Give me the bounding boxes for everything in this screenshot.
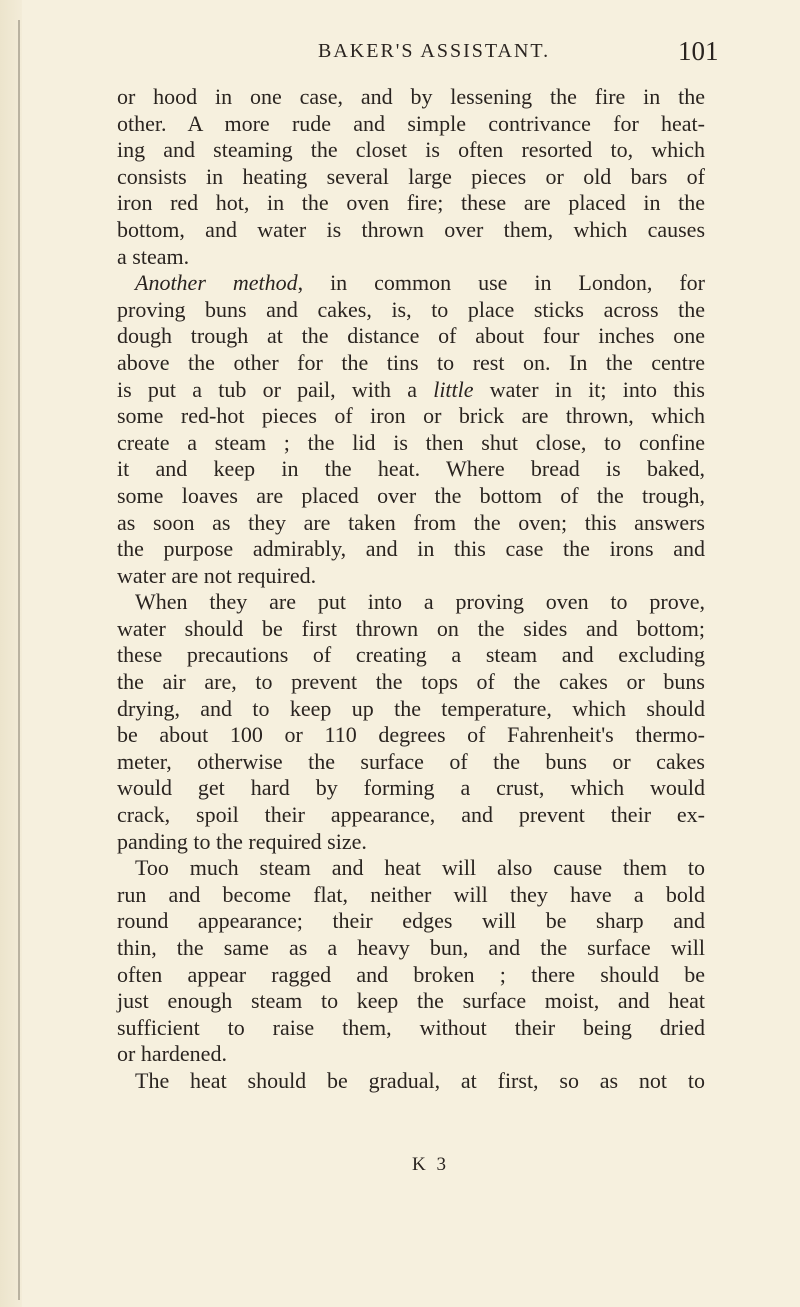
text-segment: run and become flat, neither will they have a bold bbox=[117, 881, 705, 907]
body-text bbox=[117, 84, 705, 1095]
text-segment: consists in heating several large pieces or old bars of bbox=[117, 163, 705, 189]
text-line bbox=[117, 164, 705, 191]
text-line bbox=[117, 456, 705, 483]
running-head bbox=[0, 36, 800, 76]
text-line bbox=[117, 111, 705, 138]
text-line bbox=[117, 616, 705, 643]
text-segment: drying, and to keep up the temperature, which should bbox=[117, 695, 705, 721]
text-line bbox=[117, 1068, 705, 1095]
text-segment: the air are, to prevent the tops of the cakes or buns bbox=[117, 669, 705, 695]
text-segment: water are not required. bbox=[117, 562, 317, 588]
text-segment: , in common use in London, for bbox=[297, 270, 705, 296]
text-line bbox=[117, 510, 705, 537]
text-line bbox=[117, 137, 705, 164]
text-segment: proving buns and cakes, is, to place sticks across the bbox=[117, 296, 705, 322]
text-segment: or hardened. bbox=[117, 1041, 227, 1067]
text-segment: would get hard by forming a crust, which would bbox=[117, 775, 705, 801]
text-line bbox=[117, 323, 705, 350]
text-line bbox=[117, 377, 705, 404]
text-segment: it and keep in the heat. Where bread is baked, bbox=[117, 456, 705, 482]
text-line bbox=[117, 190, 705, 217]
text-line bbox=[117, 775, 705, 802]
text-segment: thin, the same as a heavy bun, and the surface will bbox=[117, 935, 705, 960]
text-segment: often appear ragged and broken ; there should be bbox=[117, 961, 705, 987]
text-segment: sufficient to raise them, without their being dried bbox=[117, 1014, 705, 1040]
italic-text: little bbox=[433, 376, 474, 402]
text-line bbox=[117, 84, 705, 111]
text-segment: crack, spoil their appearance, and prevent their ex- bbox=[117, 802, 705, 828]
text-segment: panding to the required size. bbox=[117, 828, 367, 854]
text-segment: just enough steam to keep the surface moist, and heat bbox=[117, 988, 705, 1014]
text-segment: the purpose admirably, and in this case the irons and bbox=[117, 536, 705, 562]
page-gutter bbox=[0, 0, 22, 1307]
text-line bbox=[117, 589, 705, 616]
text-segment: or hood in one case, and by lessening the fire in the bbox=[117, 84, 705, 109]
text-segment: create a steam ; the lid is then shut close, to confine bbox=[117, 429, 705, 455]
text-segment: water in it; into this bbox=[473, 376, 705, 402]
text-segment: Too much steam and heat will also cause them to bbox=[135, 855, 705, 881]
text-segment: meter, otherwise the surface of the buns or cakes bbox=[117, 748, 705, 774]
text-segment: as soon as they are taken from the oven; this answers bbox=[117, 509, 705, 535]
text-segment: these precautions of creating a steam and excluding bbox=[117, 642, 705, 668]
text-line bbox=[117, 350, 705, 377]
gutter-line bbox=[18, 20, 20, 1300]
text-line bbox=[117, 642, 705, 669]
text-line bbox=[117, 988, 705, 1015]
text-segment: other. A more rude and simple contrivance for heat- bbox=[117, 110, 705, 136]
text-line bbox=[117, 297, 705, 324]
text-line bbox=[117, 749, 705, 776]
text-line bbox=[117, 483, 705, 510]
text-line bbox=[117, 217, 705, 244]
italic-text: Another method bbox=[135, 270, 298, 296]
running-title: BAKER'S ASSISTANT. bbox=[318, 40, 551, 62]
text-line bbox=[117, 855, 705, 882]
text-line bbox=[117, 696, 705, 723]
text-segment: ing and steaming the closet is often resorted to, which bbox=[117, 137, 705, 163]
text-line bbox=[117, 430, 705, 457]
text-segment: be about 100 or 110 degrees of Fahrenheit's thermo- bbox=[117, 722, 705, 748]
text-line bbox=[117, 270, 705, 297]
text-line bbox=[117, 1015, 705, 1042]
text-segment: is put a tub or pail, with a bbox=[117, 376, 434, 402]
text-segment: a steam. bbox=[117, 243, 190, 269]
text-line bbox=[117, 403, 705, 430]
text-segment: bottom, and water is thrown over them, which causes bbox=[117, 216, 705, 242]
text-segment: water should be first thrown on the sides and bottom; bbox=[117, 615, 705, 641]
text-segment: The heat should be gradual, at first, so as not to bbox=[135, 1067, 705, 1093]
text-line bbox=[117, 962, 705, 989]
page-number: 101 bbox=[678, 36, 719, 66]
text-segment: round appearance; their edges will be sharp and bbox=[117, 908, 705, 934]
text-line bbox=[117, 563, 705, 590]
signature-mark: K 3 bbox=[412, 1154, 449, 1175]
text-line bbox=[117, 244, 705, 271]
text-line bbox=[117, 722, 705, 749]
text-segment: above the other for the tins to rest on. In the centre bbox=[117, 349, 705, 375]
text-segment: some loaves are placed over the bottom of the trough, bbox=[117, 482, 705, 508]
text-line bbox=[117, 829, 705, 856]
text-line bbox=[117, 669, 705, 696]
text-segment: some red-hot pieces of iron or brick are thrown, which bbox=[117, 403, 705, 429]
text-segment: When they are put into a proving oven to prove, bbox=[135, 589, 705, 615]
text-line bbox=[117, 536, 705, 563]
text-line bbox=[117, 935, 705, 962]
text-line bbox=[117, 882, 705, 909]
text-line bbox=[117, 1041, 705, 1068]
text-line bbox=[117, 802, 705, 829]
text-line bbox=[117, 908, 705, 935]
text-segment: iron red hot, in the oven fire; these are placed in the bbox=[117, 190, 705, 216]
text-segment: dough trough at the distance of about four inches one bbox=[117, 323, 705, 349]
